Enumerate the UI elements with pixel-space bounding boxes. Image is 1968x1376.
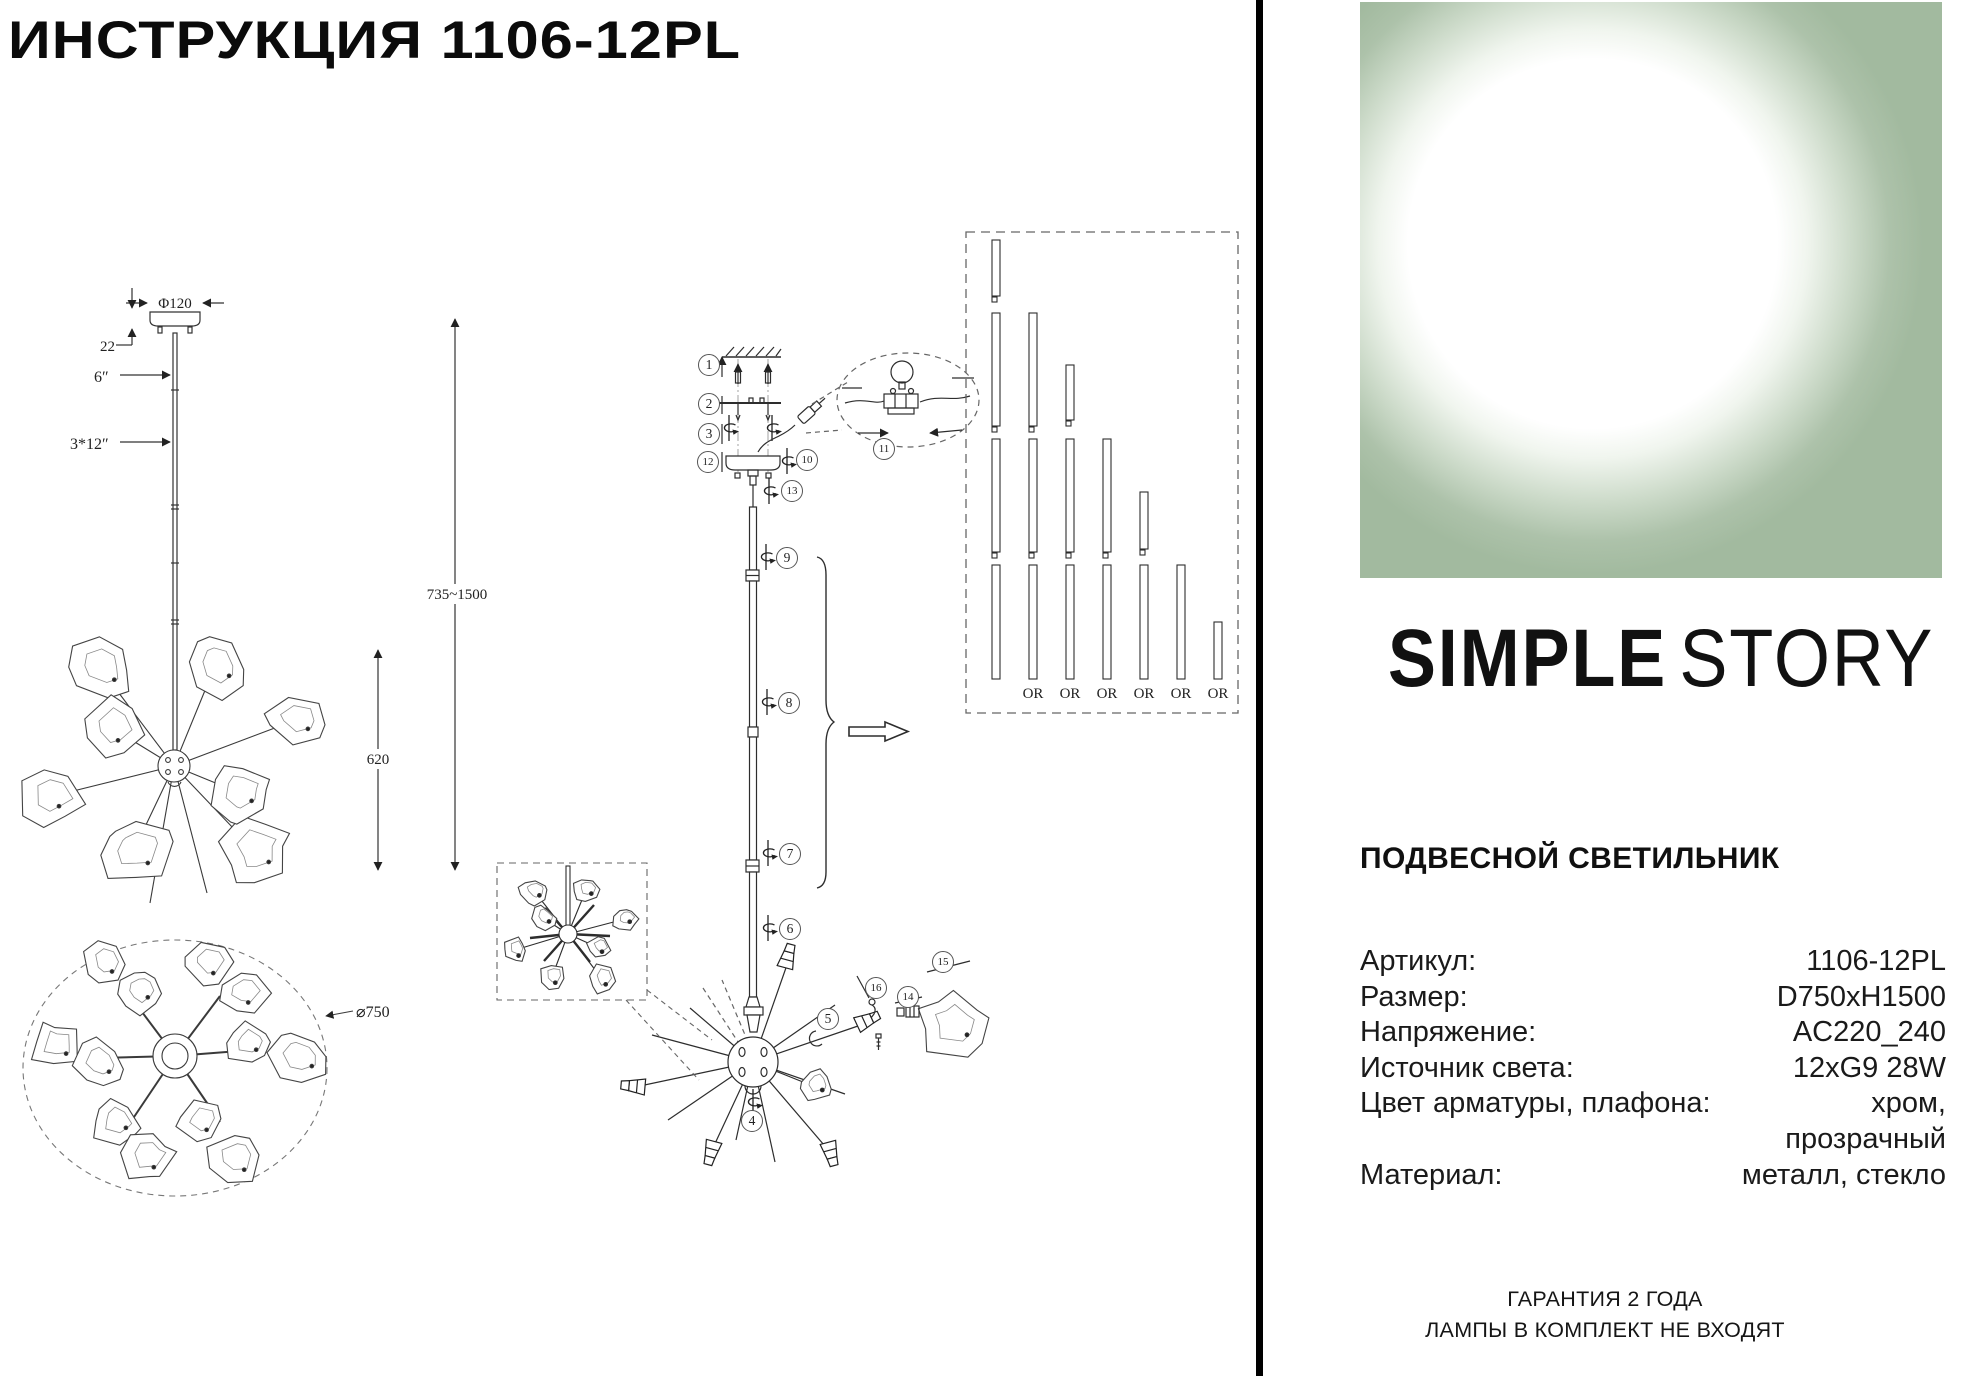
spec-row xyxy=(1360,1122,1946,1158)
or-label: OR xyxy=(1170,686,1192,702)
step-badge-6: 6 xyxy=(779,918,801,940)
dim-canopy-height: 22 xyxy=(100,339,115,355)
dimension-labels xyxy=(70,296,501,1021)
spec-label: Материал: xyxy=(1360,1158,1503,1191)
rod-options-box xyxy=(966,232,1238,713)
vertical-divider xyxy=(1256,0,1263,1376)
spec-row xyxy=(1360,980,1946,1016)
spec-row xyxy=(1360,1158,1946,1194)
product-glow-image xyxy=(1360,2,1942,578)
spec-value: D750xH1500 xyxy=(1776,980,1946,1013)
or-labels xyxy=(1023,686,1229,702)
dim-rod-3x12: 3*12″ xyxy=(70,436,109,453)
step-badge-8: 8 xyxy=(778,692,800,714)
spec-value: AC220_240 xyxy=(1792,1016,1946,1049)
brand-logo xyxy=(1387,612,1935,706)
spec-row xyxy=(1360,944,1946,980)
step-badge-4: 4 xyxy=(741,1110,763,1132)
page-title: ИНСТРУКЦИЯ 1106-12PL xyxy=(8,11,742,70)
step-badge-3: 3 xyxy=(698,423,720,445)
step-badge-14: 14 xyxy=(897,986,919,1008)
step-badge-9: 9 xyxy=(776,547,798,569)
step-badge-5: 5 xyxy=(817,1008,839,1030)
top-view-chandelier xyxy=(23,940,353,1196)
spec-row xyxy=(1360,1051,1946,1087)
assembly-diagram xyxy=(712,347,979,1032)
spec-label: Артикул: xyxy=(1360,945,1477,977)
spec-label: Цвет арматуры, плафона: xyxy=(1360,1087,1711,1120)
dim-hang-range: 735~1500 xyxy=(426,587,488,603)
dim-canopy-diameter: Φ120 xyxy=(158,296,192,312)
or-label: OR xyxy=(1059,686,1081,702)
spec-label: Напряжение: xyxy=(1360,1016,1537,1049)
or-label: OR xyxy=(1022,686,1044,702)
step-badge-13: 13 xyxy=(781,480,803,502)
spec-value: металл, стекло xyxy=(1741,1158,1946,1191)
mini-chandelier-box xyxy=(497,863,712,1080)
step-badge-1: 1 xyxy=(698,354,720,376)
warranty-note: ГАРАНТИЯ 2 ГОДА xyxy=(1507,1287,1703,1311)
or-label: OR xyxy=(1207,686,1229,702)
spec-row xyxy=(1360,1015,1946,1051)
step-badge-15: 15 xyxy=(932,951,954,973)
dim-body-diameter: ⌀750 xyxy=(356,1004,390,1021)
spec-label: Размер: xyxy=(1360,980,1468,1013)
dim-rod-6: 6″ xyxy=(94,369,109,386)
step-badge-12: 12 xyxy=(697,451,719,473)
step-badge-16: 16 xyxy=(865,977,887,999)
dimension-drawing xyxy=(116,288,455,870)
step-badge-2: 2 xyxy=(698,393,720,415)
spec-value: 12xG9 28W xyxy=(1792,1051,1946,1084)
spec-row xyxy=(1360,1086,1946,1122)
spec-value: прозрачный xyxy=(1785,1122,1946,1155)
step-badge-10: 10 xyxy=(796,449,818,471)
spec-value: хром, xyxy=(1871,1087,1946,1120)
footer-notes xyxy=(1360,1284,1850,1346)
dim-body-height: 620 xyxy=(366,752,390,768)
spec-table xyxy=(1360,944,1946,1193)
step-badge-11: 11 xyxy=(873,438,895,460)
brand-word-1: SIMPLE xyxy=(1387,613,1668,704)
product-type-heading: ПОДВЕСНОЙ СВЕТИЛЬНИК xyxy=(1360,842,1780,875)
or-label: OR xyxy=(1096,686,1118,702)
spec-value: 1106-12PL xyxy=(1806,945,1946,977)
or-label: OR xyxy=(1133,686,1155,702)
spec-label: Источник света: xyxy=(1360,1051,1574,1084)
step-badge-7: 7 xyxy=(779,843,801,865)
lamps-note: ЛАМПЫ В КОМПЛЕКТ НЕ ВХОДЯТ xyxy=(1425,1318,1785,1342)
brand-word-2: STORY xyxy=(1679,613,1935,704)
